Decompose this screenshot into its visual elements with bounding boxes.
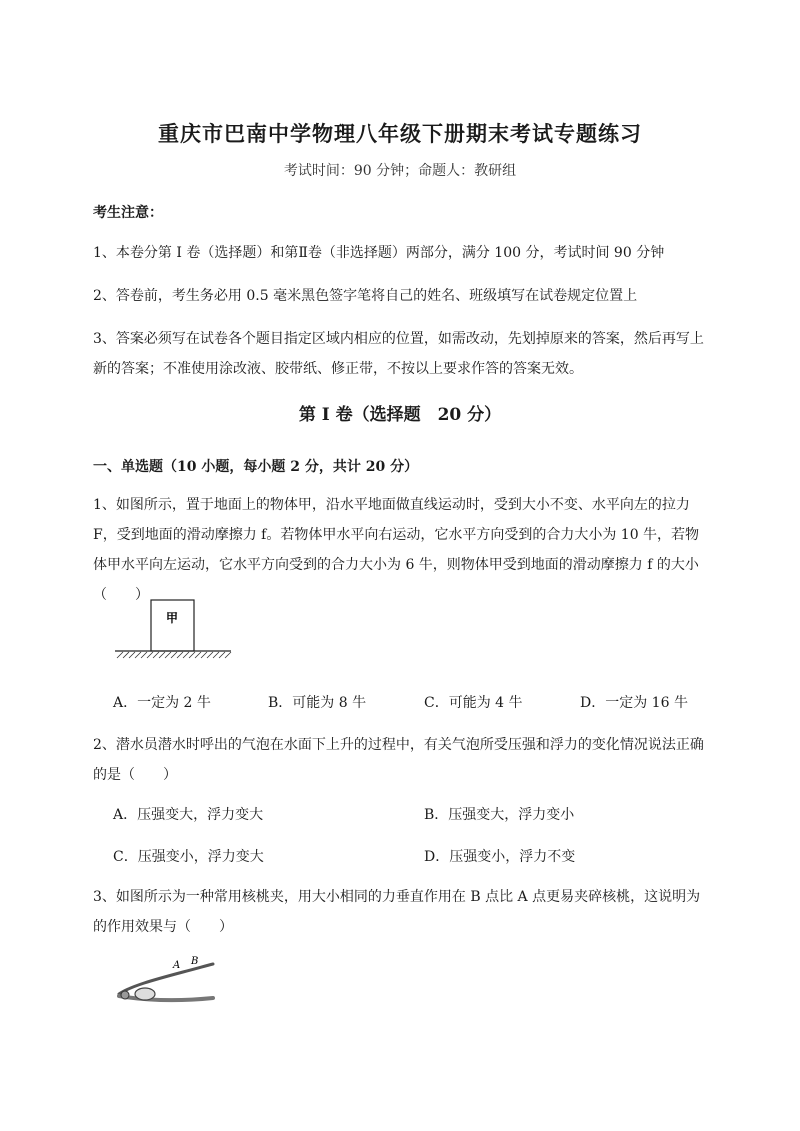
ground-hatching	[117, 652, 231, 658]
upper-handle	[119, 964, 213, 994]
block-jia	[151, 600, 194, 651]
question-1-text: 1、如图所示，置于地面上的物体甲，沿水平地面做直线运动时，受到大小不变、水平向左的拉力 F，受到地面的滑动摩擦力 f。若物体甲水平向右运动，它水平方向受到的合力大小为 10 牛，若物体甲水平向左运动，它水平方向受到的合力大小为 6 牛，则物体甲受到地面的滑动摩擦力 f 的大小（ ）	[93, 497, 700, 603]
question-2-text: 2、潜水员潜水时呼出的气泡在水面下上升的过程中，有关气泡所受压强和浮力的变化情况说法正确的是（ ）	[93, 737, 704, 783]
lower-handle	[119, 996, 213, 1000]
block-on-ground-figure	[113, 598, 233, 660]
q2-option-a: A．压强变大，浮力变大	[113, 807, 264, 823]
point-a-label: A	[173, 960, 181, 971]
q2-option-d: D．压强变小，浮力不变	[424, 849, 576, 865]
nutcracker-icon	[113, 952, 223, 1012]
q1-option-b: B．可能为 8 牛	[268, 695, 367, 711]
exam-info: 考试时间：90 分钟；命题人：教研组	[283, 163, 517, 179]
page-title: 重庆市巴南中学物理八年级下册期末考试专题练习	[158, 121, 642, 146]
block-label: 甲	[165, 611, 179, 625]
point-b-label: B	[191, 956, 199, 967]
part-title: 一、单选题（10 小题，每小题 2 分，共计 20 分）	[93, 459, 419, 475]
section-title: 第 I 卷（选择题 20 分）	[298, 405, 502, 425]
q2-option-b: B．压强变大，浮力变小	[424, 807, 575, 823]
q1-option-a: A．一定为 2 牛	[113, 695, 211, 711]
note-item-1: 1、本卷分第 I 卷（选择题）和第Ⅱ卷（非选择题）两部分，满分 100 分，考试时间 90 分钟	[93, 245, 665, 261]
q1-option-d: D．一定为 16 牛	[580, 695, 688, 711]
question-3-text: 3、如图所示为一种常用核桃夹，用大小相同的力垂直作用在 B 点比 A 点更易夹碎核桃，这说明为的作用效果与（ ）	[93, 889, 701, 935]
note-item-3: 3、答案必须写在试卷各个题目指定区域内相应的位置，如需改动，先划掉原来的答案，然后再写上新的答案；不准使用涂改液、胶带纸、修正带，不按以上要求作答的答案无效。	[93, 331, 704, 377]
note-item-2: 2、答卷前，考生务必用 0.5 毫米黑色签字笔将自己的姓名、班级填写在试卷规定位置上	[93, 288, 638, 304]
notes-heading: 考生注意：	[93, 205, 163, 221]
q1-option-c: C．可能为 4 牛	[424, 695, 523, 711]
q2-option-c: C．压强变小，浮力变大	[113, 849, 264, 865]
nut-grip	[135, 988, 155, 1000]
hinge	[121, 991, 129, 999]
